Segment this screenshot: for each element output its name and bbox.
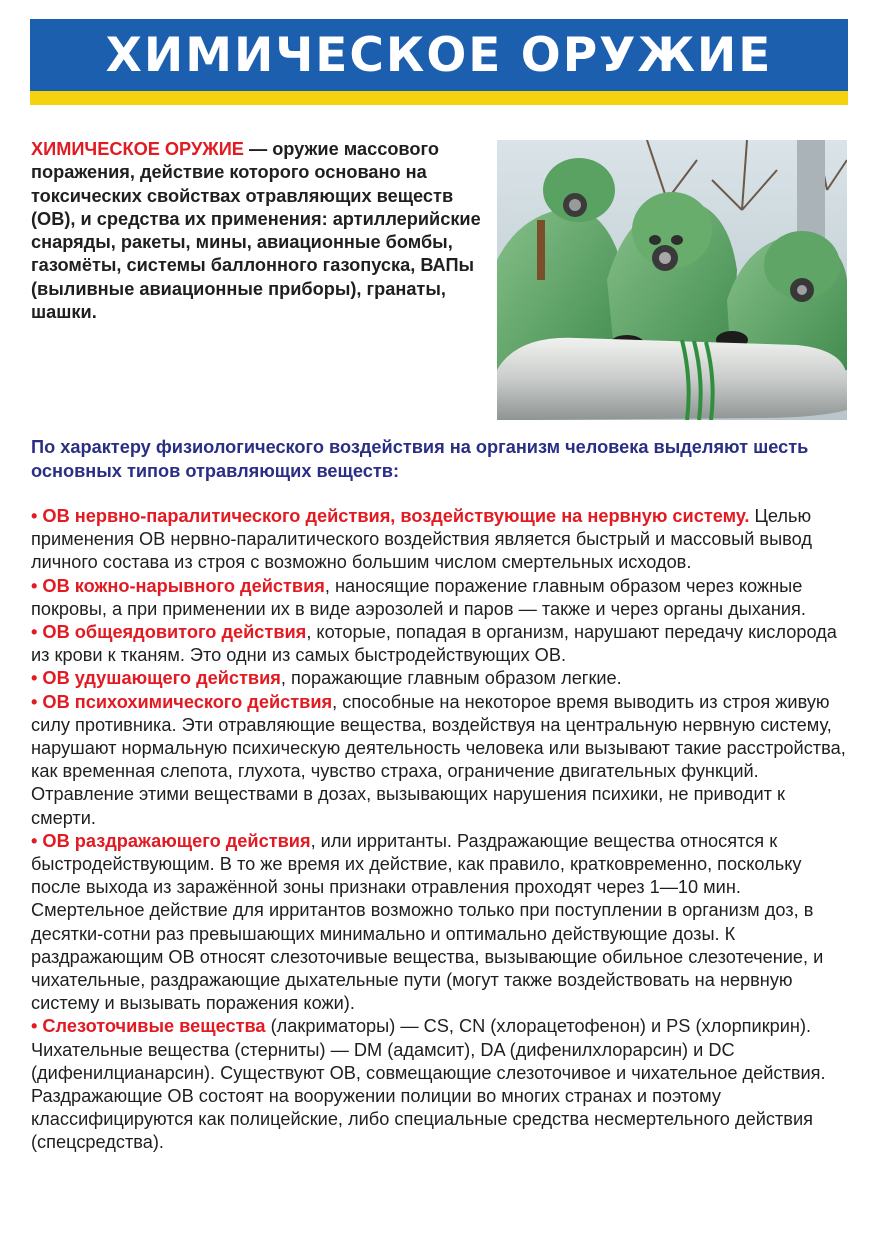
list-item bbox=[31, 505, 853, 575]
type-name: • ОВ нервно-паралитического действия, воздействующие на нервную систему. bbox=[31, 506, 750, 526]
title-banner bbox=[30, 19, 848, 91]
list-item bbox=[31, 830, 853, 1016]
type-description: , или ирританты. Раздражающие вещества относятся к быстродействующим. В то же время их действие, как правило, кратковременно, поскольку после выхода из заражённой зоны признаки отравления проходят через 1—10 мин. Смертельное действие для ирритантов возможно только при поступлении в организм доз, в десятки-сотни раз превышающих минимально и оптимально действующие дозы. К раздражающим ОВ относят слезоточивые вещества, вызывающие обильное слезотечение, и чихательные, раздражающие дыхательные пути (могут также воздействовать на нервную систему и вызывать поражения кожи). bbox=[31, 830, 824, 1014]
type-description: , способные на некоторое время выводить из строя живую силу противника. Эти отравляющие вещества, воздействуя на центральную нервную систему, нарушают нормальную психическую деятельность человека или вызывают такие расстройства, как временная слепота, глухота, чувство страха, ограничение двигательных функций. Отравление этими веществами в дозах, вызывающих нарушения психики, не приводит к смерти. bbox=[31, 691, 846, 828]
type-name: • ОВ раздражающего действия bbox=[31, 830, 311, 851]
type-name: • ОВ общеядовитого действия bbox=[31, 622, 307, 643]
types-intro: По характеру физиологического воздействия на организм человека выделяют шесть основных типов отравляющих веществ: bbox=[31, 437, 809, 481]
soldiers-in-protective-suits-photo bbox=[497, 140, 847, 420]
agent-types-list bbox=[31, 505, 853, 1155]
list-item bbox=[31, 691, 853, 830]
type-description: (лакриматоры) — CS, CN (хлорацетофенон) и PS (хлорпикрин). Чихательные вещества (стерниты) — DM (адамсит), DA (дифенилхлорарсин) и DC (дифенилцианарсин). Существуют ОВ, совмещающие слезоточивое и чихательное действия. Раздражающие ОВ состоят на вооружении полиции во многих странах и поэтому классифицируются как полицейские, либо специальные средства несмертельного действия (спецсредства). bbox=[31, 1016, 826, 1153]
yellow-stripe bbox=[30, 91, 848, 105]
page-title: ХИМИЧЕСКОЕ ОРУЖИЕ bbox=[105, 27, 773, 83]
type-name: • ОВ психохимического действия bbox=[31, 691, 333, 712]
type-description: , наносящие поражение главным образом через кожные покровы, а при применении их в виде аэрозолей и паров — также и через органы дыхания. bbox=[31, 575, 806, 619]
list-item bbox=[31, 621, 853, 667]
intro-definition: — оружие массового поражения, действие которого основано на токсических свойствах отравляющих веществ (ОВ), и средства их применения: артиллерийские снаряды, ракеты, мины, авиационные бомбы, газомёты, системы баллонного газопуска, ВАПы (выливные авиационные приборы), гранаты, шашки. bbox=[31, 139, 481, 323]
intro-paragraph bbox=[31, 138, 481, 324]
list-item bbox=[31, 667, 853, 690]
type-name: • ОВ кожно-нарывного действия bbox=[31, 575, 325, 596]
list-item bbox=[31, 1015, 853, 1154]
intro-term: ХИМИЧЕСКОЕ ОРУЖИЕ bbox=[31, 139, 244, 159]
type-description: , которые, попадая в организм, нарушают передачу кислорода из крови к тканям. Это одни из самых быстродействующих ОВ. bbox=[31, 622, 837, 666]
list-item bbox=[31, 575, 853, 621]
type-description: , поражающие главным образом легкие. bbox=[280, 668, 622, 689]
type-name: • ОВ удушающего действия bbox=[31, 668, 281, 689]
type-name: • Слезоточивые вещества bbox=[31, 1016, 266, 1037]
type-description: Целью применения ОВ нервно-паралитического воздействия является быстрый и массовый вывод личного состава из строя с возможно большим числом смертельных исходов. bbox=[31, 506, 812, 573]
